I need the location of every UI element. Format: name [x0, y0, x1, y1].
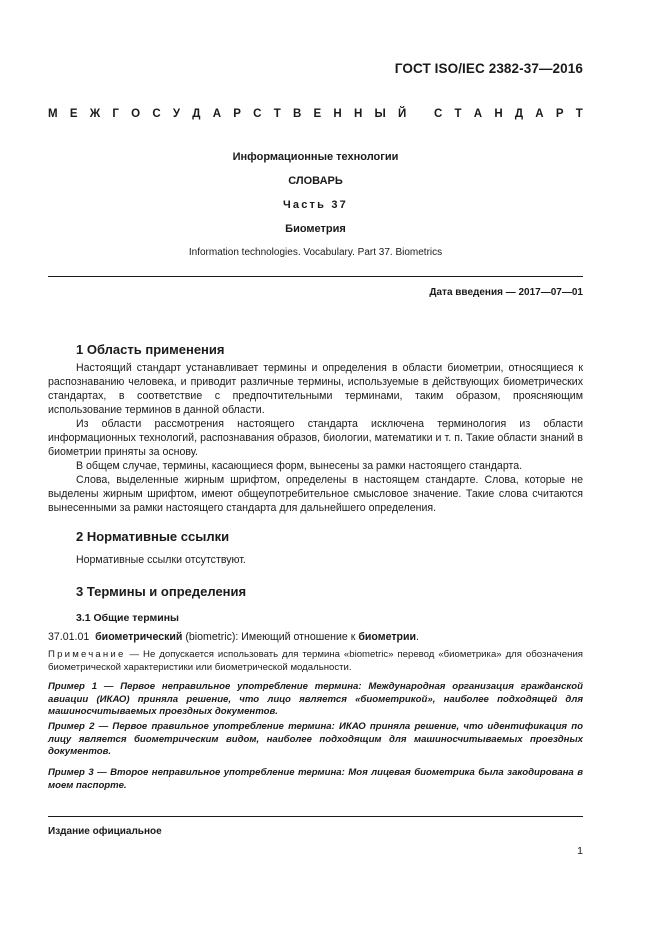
interstate-letter: А: [212, 108, 222, 120]
interstate-letter: Д: [192, 108, 201, 120]
title-divider: [48, 276, 583, 277]
interstate-letter: [419, 108, 422, 120]
title-line-4: Биометрия: [285, 223, 346, 235]
example-2: Пример 2 — Первое правильное употребление термина: ИКАО приняла решение, что идентификация по лицу является биометрическим видом, наиболее подходящим для машиносчитываемых проездных документов.: [48, 721, 583, 758]
interstate-letter: О: [131, 108, 141, 120]
note-label: Примечание: [48, 649, 126, 660]
note-text: — Не допускается использовать для термина «biometric» перевод «биометрика» для обозначения биометрической характеристики или биометрической модальности.: [48, 649, 583, 673]
interstate-letter: Ж: [89, 108, 101, 120]
term-number: 37.01.01: [48, 631, 90, 643]
interstate-letter: У: [172, 108, 181, 120]
section-1-paragraph-4: Слова, выделенные жирным шрифтом, определены в настоящем стандарте. Слова, которые не выделены жирным шрифтом, имеют общеупотребительное смысловое значение. Такие слова считаются вынесенными за рамки настоящего стандарта для дальнейшего определения.: [48, 474, 583, 514]
section-1-paragraph-2: Из области рассмотрения настоящего стандарта исключена терминология из области информационных технологий, распознавания образов, биологии, математики и т. п. Такие области знаний в биометрии приняты за основу.: [48, 418, 583, 458]
interstate-letter: Т: [273, 108, 281, 120]
interstate-letter: Ы: [374, 108, 386, 120]
english-title: Information technologies. Vocabulary. Part 37. Biometrics: [188, 247, 443, 258]
official-edition-label: Издание официальное: [48, 826, 162, 837]
interstate-letter: Н: [494, 108, 503, 120]
interstate-letter: Т: [454, 108, 462, 120]
term-name: биометрический: [95, 631, 183, 643]
section-1-paragraph-1: Настоящий стандарт устанавливает термины и определения в области биометрии, относящиеся к распознаванию человека, и приводит различные термины, используемые в действующих биометрических стандартах, в соответствие с предпочтительными терминами, таким образом, проясняющим использование терминов в данной области.: [48, 362, 583, 416]
page-number: 1: [577, 845, 583, 857]
interstate-letter: С: [152, 108, 161, 120]
interstate-letter: С: [253, 108, 262, 120]
interstate-letter: А: [473, 108, 483, 120]
interstate-letter: Т: [575, 108, 583, 120]
interstate-letter: С: [433, 108, 443, 120]
interstate-letter: Д: [514, 108, 524, 120]
term-end: .: [416, 631, 419, 643]
interstate-letter: Р: [555, 108, 564, 120]
section-2-heading: 2 Нормативные ссылки: [76, 529, 230, 544]
title-line-2: СЛОВАРЬ: [288, 175, 343, 187]
interstate-letter: Е: [69, 108, 78, 120]
footer-divider: [48, 816, 583, 817]
title-line-1: Информационные технологии: [232, 151, 399, 163]
interstate-letter: Н: [353, 108, 363, 120]
interstate-letter: А: [535, 108, 544, 120]
section-1-heading: 1 Область применения: [76, 342, 225, 357]
document-number: ГОСТ ISO/IEC 2382-37—2016: [394, 61, 583, 76]
subsection-3-1-heading: 3.1 Общие термины: [76, 612, 180, 624]
interstate-standard-banner: [48, 108, 583, 120]
interstate-letter: Н: [333, 108, 342, 120]
title-line-3: Часть 37: [282, 199, 348, 211]
interstate-letter: Г: [112, 108, 119, 120]
effective-date: Дата введения — 2017—07—01: [429, 287, 583, 298]
section-2-paragraph-1: Нормативные ссылки отсутствуют.: [76, 554, 246, 566]
note: [48, 649, 583, 675]
interstate-letter: Й: [398, 108, 407, 120]
term-37-01-01: [48, 631, 583, 645]
example-1: Пример 1 — Первое неправильное употребление термина: Международная организация гражданской авиации (ИКАО) приняла решение, что лицо является «биометрикой», наиболее подходящей для машиносчитываемых проездных документов.: [48, 681, 583, 718]
section-1-paragraph-3: В общем случае, термины, касающиеся форм, вынесены за рамки настоящего стандарта.: [76, 460, 523, 472]
interstate-letter: В: [292, 108, 302, 120]
term-definition: (biometric): Имеющий отношение к: [185, 631, 356, 643]
term-reference: биометрии: [358, 631, 417, 643]
interstate-letter: М: [48, 108, 58, 120]
interstate-letter: Р: [233, 108, 241, 120]
section-3-heading: 3 Термины и определения: [76, 584, 247, 599]
interstate-letter: Е: [313, 108, 322, 120]
example-3: Пример 3 — Второе неправильное употребление термина: Моя лицевая биометрика была закодирована в моем паспорте.: [48, 767, 583, 791]
